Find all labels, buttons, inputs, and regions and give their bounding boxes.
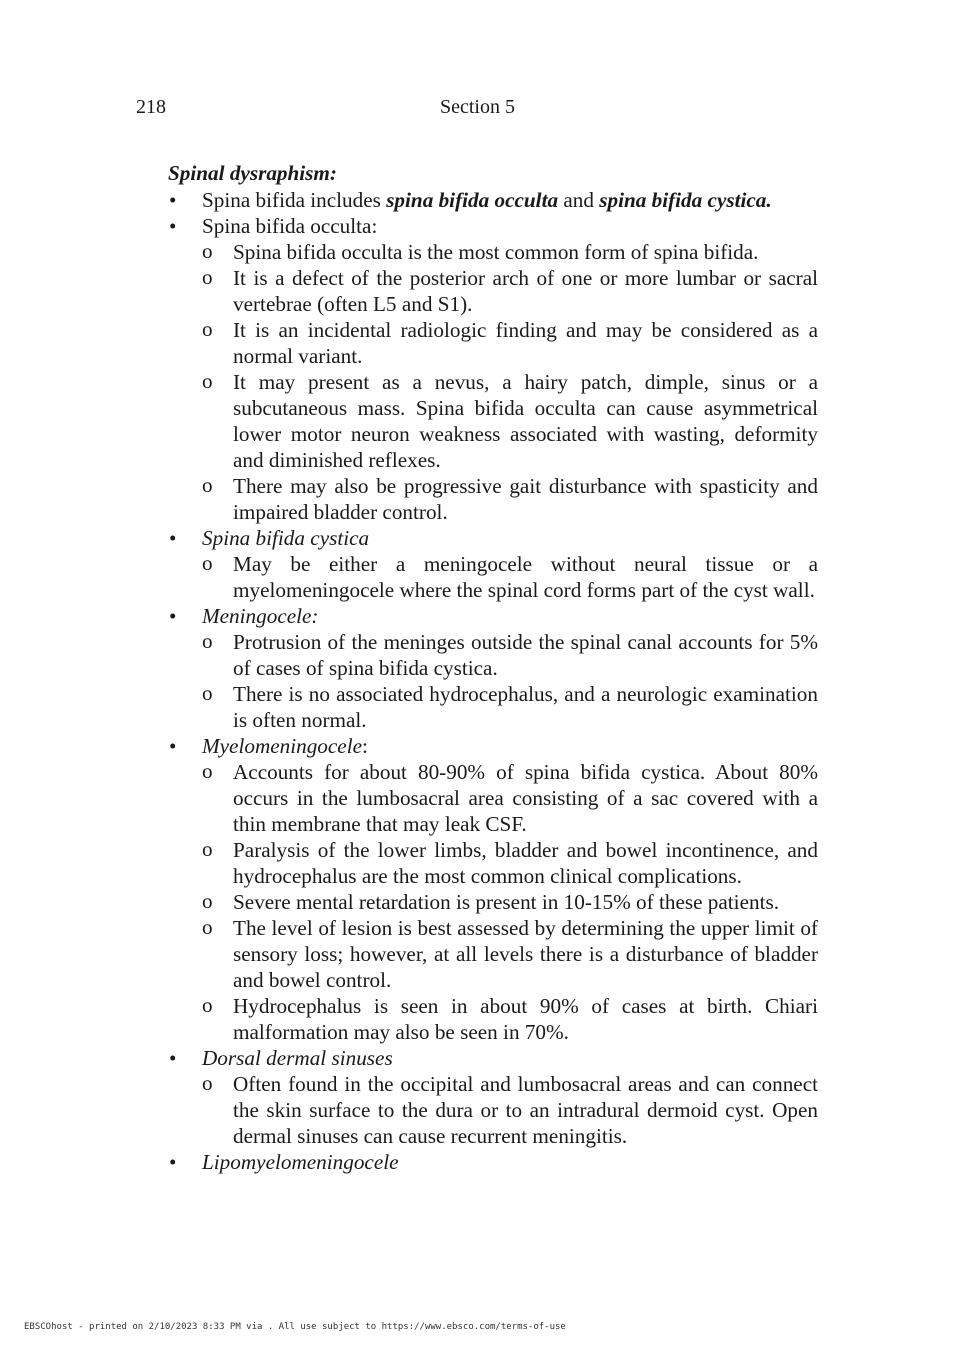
- cystica-label: Spina bifida cystica: [202, 526, 370, 550]
- label-colon: :: [362, 734, 368, 758]
- intro-and: and: [558, 188, 600, 212]
- sub-item: o There is no associated hydrocephalus, and a neurologic examination is often normal.: [202, 681, 818, 733]
- list-item-cystica: [168, 525, 818, 603]
- sub-item: o It is an incidental radiologic finding and may be considered as a normal variant.: [202, 317, 818, 369]
- dorsal-label: Dorsal dermal sinuses: [202, 1046, 393, 1070]
- page-number: 218: [136, 96, 166, 118]
- print-footer: EBSCOhost - printed on 2/10/2023 8:33 PM via . All use subject to https://www.ebsco.com/terms-of-use: [24, 1322, 566, 1332]
- myelomeningocele-label: Myelomeningocele: [202, 734, 363, 758]
- sub-item: o It is a defect of the posterior arch of one or more lumbar or sacral vertebrae (often L5 and S1).: [202, 265, 818, 317]
- myelomeningocele-sublist: [202, 759, 818, 1045]
- meningocele-sublist: [202, 629, 818, 733]
- sub-item: o Often found in the occipital and lumbosacral areas and can connect the skin surface to the dura or to an intradural dermoid cyst. Open dermal sinuses can cause recurrent meningitis.: [202, 1071, 818, 1149]
- topic-list: [168, 187, 818, 1175]
- main-content: [168, 160, 818, 1175]
- cystica-sublist: [202, 551, 818, 603]
- section-heading: Spinal dysraphism:: [168, 161, 337, 185]
- intro-text: Spina bifida includes: [202, 188, 387, 212]
- term-cystica: spina bifida cystica.: [599, 188, 772, 212]
- list-item-intro: [168, 187, 818, 213]
- term-occulta: spina bifida occulta: [386, 188, 559, 212]
- list-item-lipomyelomeningocele: [168, 1149, 818, 1175]
- sub-item: o There may also be progressive gait disturbance with spasticity and impaired bladder control.: [202, 473, 818, 525]
- sub-item: o Severe mental retardation is present in 10-15% of these patients.: [202, 889, 818, 915]
- page-header: [0, 96, 955, 122]
- sub-item: o The level of lesion is best assessed by determining the upper limit of sensory loss; however, at all levels there is a disturbance of bladder and bowel control.: [202, 915, 818, 993]
- sub-item: o Protrusion of the meninges outside the spinal canal accounts for 5% of cases of spina bifida cystica.: [202, 629, 818, 681]
- list-item-occulta: [168, 213, 818, 525]
- lipo-label: Lipomyelomeningocele: [202, 1150, 399, 1174]
- sub-item: o Accounts for about 80-90% of spina bifida cystica. About 80% occurs in the lumbosacral area consisting of a sac covered with a thin membrane that may leak CSF.: [202, 759, 818, 837]
- running-head: Section 5: [440, 96, 515, 118]
- sub-item: o Spina bifida occulta is the most common form of spina bifida.: [202, 239, 818, 265]
- occulta-label: Spina bifida occulta:: [202, 214, 378, 238]
- sub-item: o Hydrocephalus is seen in about 90% of cases at birth. Chiari malformation may also be seen in 70%.: [202, 993, 818, 1045]
- sub-item: o May be either a meningocele without neural tissue or a myelomeningocele where the spinal cord forms part of the cyst wall.: [202, 551, 818, 603]
- list-item-myelomeningocele: [168, 733, 818, 1045]
- list-item-dorsal-sinuses: [168, 1045, 818, 1149]
- sub-item: o It may present as a nevus, a hairy patch, dimple, sinus or a subcutaneous mass. Spina bifida occulta can cause asymmetrical lower motor neuron weakness associated with wasting, deformity and diminished reflexes.: [202, 369, 818, 473]
- list-item-meningocele: [168, 603, 818, 733]
- occulta-sublist: [202, 239, 818, 525]
- meningocele-label: Meningocele:: [202, 604, 319, 628]
- sub-item: o Paralysis of the lower limbs, bladder and bowel incontinence, and hydrocephalus are the most common clinical complications.: [202, 837, 818, 889]
- dorsal-sublist: [202, 1071, 818, 1149]
